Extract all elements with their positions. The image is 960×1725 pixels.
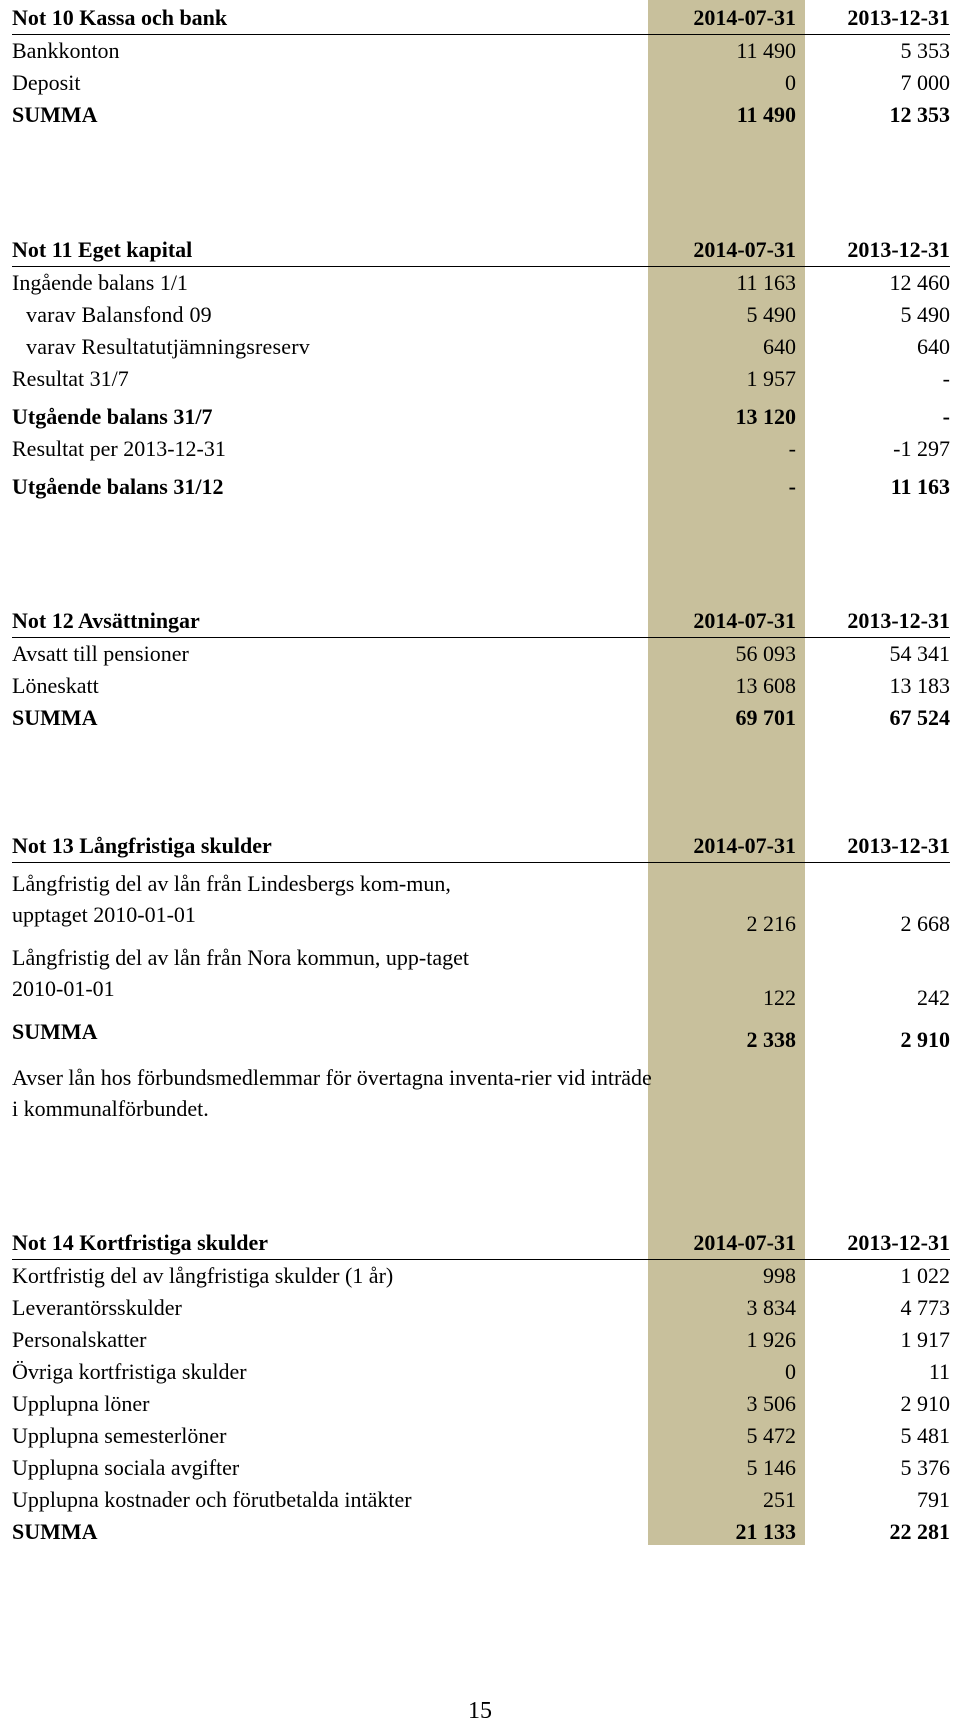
row-label: Långfristig del av lån från Nora kommun, upp-taget 2010-01-01 xyxy=(12,945,469,1001)
value-2013: 13 183 xyxy=(889,673,950,698)
note-title: Not 12 Avsättningar xyxy=(12,608,200,633)
value-2013: 22 281 xyxy=(889,1519,950,1544)
value-2013: - xyxy=(942,366,950,391)
page-number: 15 xyxy=(468,1698,492,1724)
value-2013: 11 163 xyxy=(890,474,950,499)
value-2014: 69 701 xyxy=(735,705,796,730)
row-label: Avsatt till pensioner xyxy=(12,641,189,666)
value-2014: - xyxy=(788,474,796,499)
row-label: Övriga kortfristiga skulder xyxy=(12,1359,247,1384)
value-2014: 56 093 xyxy=(735,641,796,666)
value-2014: 21 133 xyxy=(735,1519,796,1544)
table-row xyxy=(12,471,950,503)
column-header-2013: 2013-12-31 xyxy=(847,833,950,858)
value-2014: 5 490 xyxy=(746,302,796,327)
value-2014: 251 xyxy=(763,1487,796,1512)
value-2014: 13 120 xyxy=(735,404,796,429)
table-row xyxy=(12,433,950,465)
table-row xyxy=(12,67,950,99)
row-label: SUMMA xyxy=(12,1519,98,1544)
table-row xyxy=(12,331,950,363)
value-2013: 7 000 xyxy=(900,70,950,95)
table-row xyxy=(12,1260,950,1292)
note-title: Not 10 Kassa och bank xyxy=(12,5,228,30)
value-2013: 12 460 xyxy=(889,270,950,295)
column-header-2013: 2013-12-31 xyxy=(847,608,950,633)
value-2014: 1 957 xyxy=(746,366,796,391)
value-2014: 1 926 xyxy=(746,1327,796,1352)
table-row xyxy=(12,868,950,942)
value-2014: 2 216 xyxy=(746,911,796,936)
value-2013: 12 353 xyxy=(889,102,950,127)
note-13-long-term-liabilities xyxy=(12,830,950,1124)
value-2014: 11 490 xyxy=(736,102,796,127)
value-2013: 5 481 xyxy=(900,1423,950,1448)
table-row xyxy=(12,363,950,395)
note-header xyxy=(12,234,950,267)
value-2014: 0 xyxy=(785,1359,796,1384)
note-10-cash-and-bank xyxy=(12,2,950,131)
value-2014: 640 xyxy=(763,334,796,359)
table-row xyxy=(12,1356,950,1388)
table-row xyxy=(12,1388,950,1420)
sum-row xyxy=(12,99,950,131)
note-footnote: Avser lån hos förbundsmedlemmar för övertagna inventa-rier vid inträde i kommunalförbundet. xyxy=(12,1065,652,1121)
row-label: SUMMA xyxy=(12,1019,98,1044)
value-2014: 3 506 xyxy=(746,1391,796,1416)
table-row xyxy=(12,299,950,331)
table-row xyxy=(12,401,950,433)
sum-row xyxy=(12,702,950,734)
table-row xyxy=(12,35,950,67)
row-label: Leverantörsskulder xyxy=(12,1295,182,1320)
column-header-2013: 2013-12-31 xyxy=(847,237,950,262)
value-2014: 2 338 xyxy=(746,1027,796,1052)
value-2013: 2 910 xyxy=(900,1027,950,1052)
row-label: SUMMA xyxy=(12,705,98,730)
table-row xyxy=(12,267,950,299)
value-2013: 1 022 xyxy=(900,1263,950,1288)
row-label: Utgående balans 31/7 xyxy=(12,404,213,429)
table-row xyxy=(12,638,950,670)
column-header-2014: 2014-07-31 xyxy=(693,833,796,858)
row-label: Upplupna löner xyxy=(12,1391,150,1416)
note-12-provisions xyxy=(12,605,950,734)
row-label: varav Balansfond 09 xyxy=(26,302,212,327)
note-11-equity xyxy=(12,234,950,503)
row-label: Resultat per 2013-12-31 xyxy=(12,436,226,461)
table-row xyxy=(12,1292,950,1324)
table-row xyxy=(12,942,950,1016)
row-label: varav Resultatutjämningsreserv xyxy=(26,334,310,359)
table-row xyxy=(12,1452,950,1484)
row-label: Kortfristig del av långfristiga skulder (1 år) xyxy=(12,1263,394,1288)
value-2014: 0 xyxy=(785,70,796,95)
row-label: Ingående balans 1/1 xyxy=(12,270,188,295)
column-header-2013: 2013-12-31 xyxy=(847,1230,950,1255)
value-2013: 2 668 xyxy=(900,911,950,936)
row-label: Upplupna semesterlöner xyxy=(12,1423,227,1448)
value-2014: 5 146 xyxy=(746,1455,796,1480)
note-14-short-term-liabilities xyxy=(12,1227,950,1548)
row-label: Utgående balans 31/12 xyxy=(12,474,224,499)
sum-row xyxy=(12,1516,950,1548)
row-label: Bankkonton xyxy=(12,38,120,63)
value-2014: 11 490 xyxy=(736,38,796,63)
value-2013: -1 297 xyxy=(893,436,950,461)
row-label: Personalskatter xyxy=(12,1327,147,1352)
value-2013: 640 xyxy=(917,334,950,359)
value-2013: 67 524 xyxy=(889,705,950,730)
column-header-2014: 2014-07-31 xyxy=(693,5,796,30)
row-label: Deposit xyxy=(12,70,81,95)
value-2014: 3 834 xyxy=(746,1295,796,1320)
column-header-2014: 2014-07-31 xyxy=(693,237,796,262)
note-header xyxy=(12,830,950,863)
value-2013: 5 353 xyxy=(900,38,950,63)
value-2014: 13 608 xyxy=(735,673,796,698)
value-2013: 11 xyxy=(928,1359,950,1384)
column-header-2013: 2013-12-31 xyxy=(847,5,950,30)
note-title: Not 11 Eget kapital xyxy=(12,237,193,262)
row-label: SUMMA xyxy=(12,102,98,127)
column-header-2014: 2014-07-31 xyxy=(693,1230,796,1255)
value-2013: 242 xyxy=(917,985,950,1010)
value-2014: 122 xyxy=(763,985,796,1010)
row-label: Löneskatt xyxy=(12,673,99,698)
value-2013: 5 490 xyxy=(900,302,950,327)
row-label: Upplupna kostnader och förutbetalda intäkter xyxy=(12,1487,412,1512)
value-2013: 4 773 xyxy=(900,1295,950,1320)
value-2013: 5 376 xyxy=(900,1455,950,1480)
value-2013: - xyxy=(942,404,950,429)
column-header-2014: 2014-07-31 xyxy=(693,608,796,633)
sum-row xyxy=(12,1016,950,1060)
note-header xyxy=(12,1227,950,1260)
note-header xyxy=(12,2,950,35)
row-label: Resultat 31/7 xyxy=(12,366,129,391)
table-row xyxy=(12,1324,950,1356)
value-2014: 998 xyxy=(763,1263,796,1288)
value-2013: 54 341 xyxy=(889,641,950,666)
table-row xyxy=(12,670,950,702)
value-2014: 5 472 xyxy=(746,1423,796,1448)
note-title: Not 14 Kortfristiga skulder xyxy=(12,1230,269,1255)
table-row xyxy=(12,1420,950,1452)
value-2013: 2 910 xyxy=(900,1391,950,1416)
note-title: Not 13 Långfristiga skulder xyxy=(12,833,272,858)
row-label: Upplupna sociala avgifter xyxy=(12,1455,240,1480)
value-2014: 11 163 xyxy=(736,270,796,295)
table-row xyxy=(12,1484,950,1516)
row-label: Långfristig del av lån från Lindesbergs kom-mun, upptaget 2010-01-01 xyxy=(12,871,451,927)
note-header xyxy=(12,605,950,638)
value-2014: - xyxy=(788,436,796,461)
value-2013: 1 917 xyxy=(900,1327,950,1352)
value-2013: 791 xyxy=(917,1487,950,1512)
